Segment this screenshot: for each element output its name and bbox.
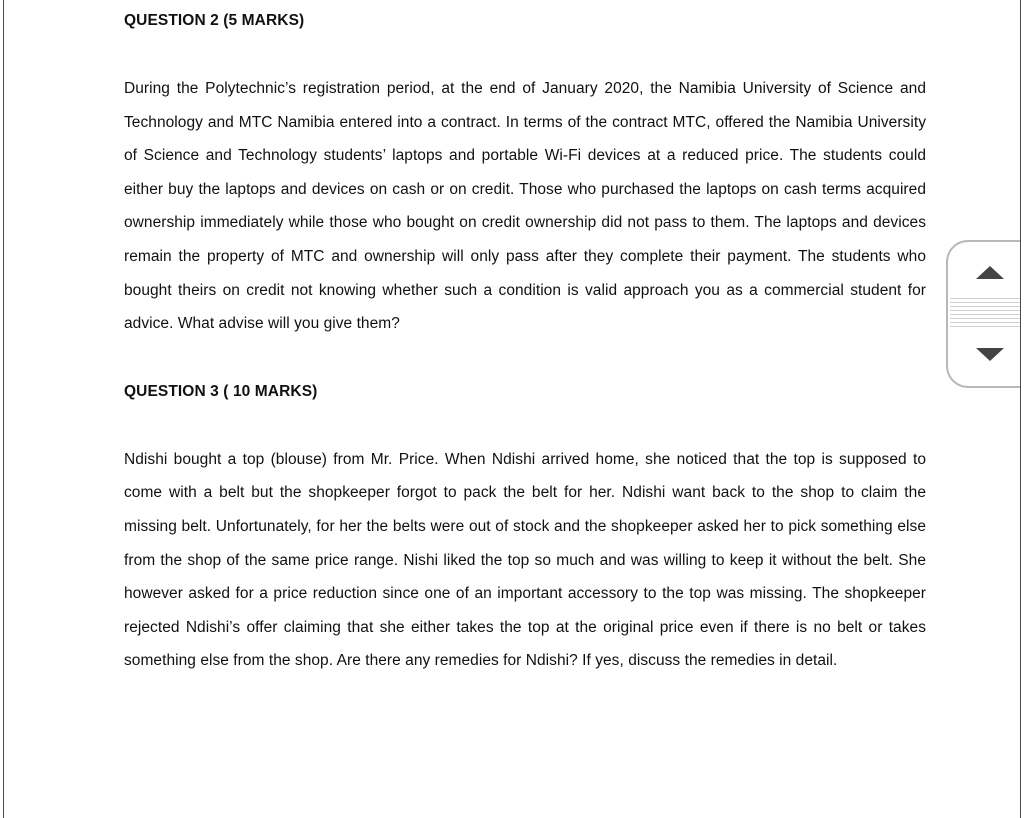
- page-scroll-widget[interactable]: [946, 240, 1020, 388]
- document-content: [124, 6, 926, 678]
- question-3-body: Ndishi bought a top (blouse) from Mr. Price. When Ndishi arrived home, she noticed that the top is supposed to come with a belt but the shopkeeper forgot to pack the belt for her. Ndishi want back to the shop to claim the missing belt. Unfortunately, for her the belts were out of stock and the shopkeeper asked her to pick something else from the shop of the same price range. Nishi liked the top so much and was willing to keep it without the belt. She however asked for a price reduction since one of an important accessory to the top was missing. The shopkeeper rejected Ndishi’s offer claiming that she either takes the top at the original price even if there is no belt or takes something else from the shop. Are there any remedies for Ndishi? If yes, discuss the remedies in detail.: [124, 450, 926, 670]
- question-3-heading: QUESTION 3 ( 10 MARKS): [124, 382, 318, 400]
- question-2-body: During the Polytechnic’s registration period, at the end of January 2020, the Namibia University of Science and Technology and MTC Namibia entered into a contract. In terms of the contract MTC, offered the Namibia University of Science and Technology students’ laptops and portable Wi-Fi devices at a reduced price. The students could either buy the laptops and devices on cash or on credit. Those who purchased the laptops on cash terms acquired ownership immediately while those who bought on credit ownership did not pass to them. The laptops and devices remain the property of MTC and ownership will only pass after they complete their payment. The students who bought theirs on credit not knowing whether such a condition is valid approach you as a commercial student for advice. What advise will you give them?: [124, 80, 926, 333]
- document-page: [3, 0, 1021, 818]
- triangle-down-icon[interactable]: [976, 348, 1004, 361]
- question-2-heading: QUESTION 2 (5 MARKS): [124, 12, 305, 29]
- triangle-up-icon[interactable]: [976, 266, 1004, 279]
- scroll-grip[interactable]: [950, 298, 1020, 330]
